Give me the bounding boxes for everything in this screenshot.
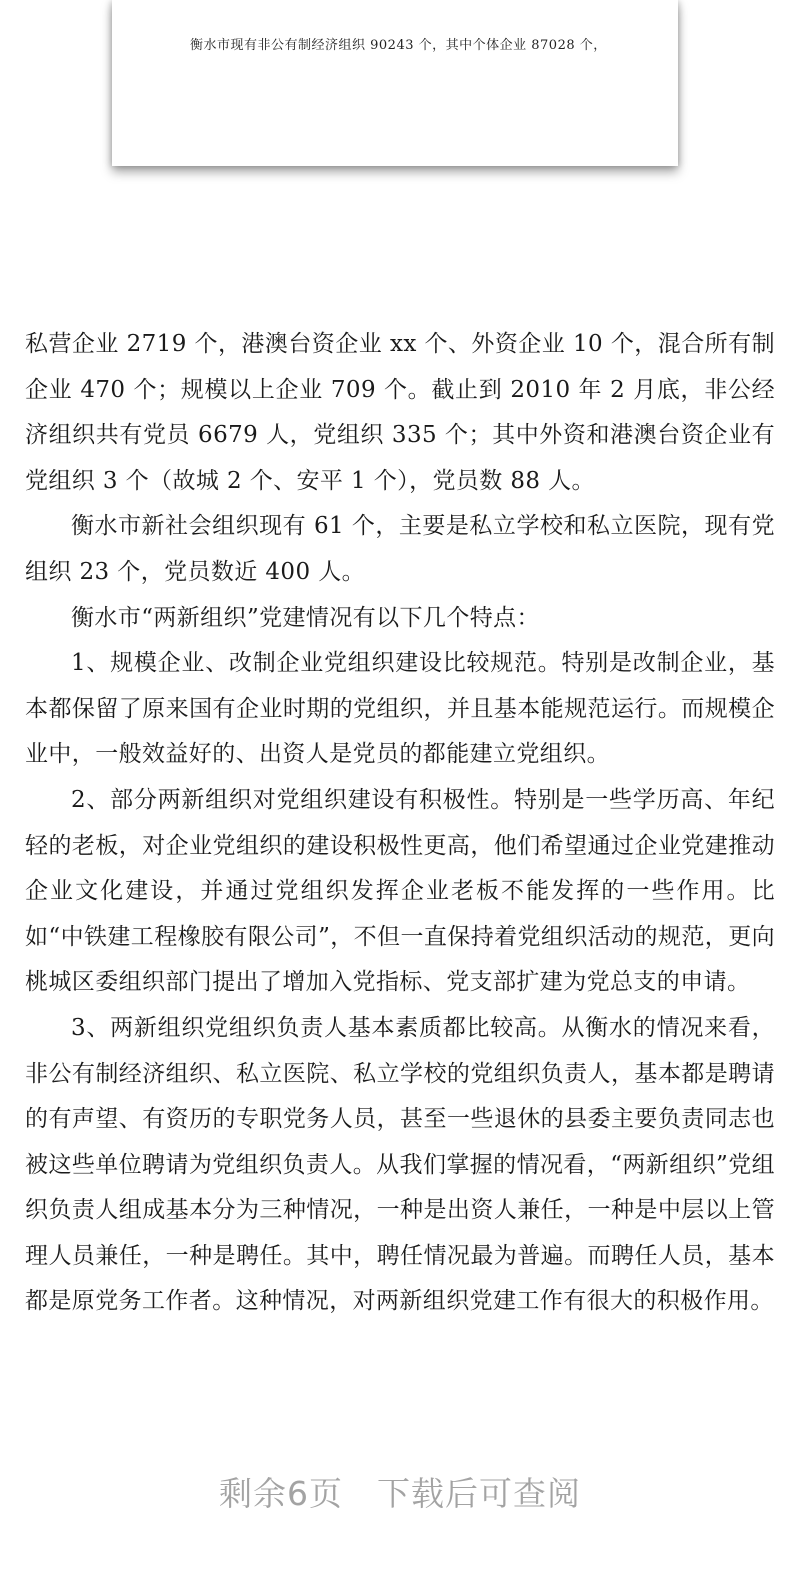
paragraph: 1、规模企业、改制企业党组织建设比较规范。特别是改制企业，基本都保留了原来国有企业时期的党组织，并且基本能规范运行。而规模企业中，一般效益好的、出资人是党员的都能建立党组织。 bbox=[25, 650, 775, 768]
paragraph: 衡水市新社会组织现有 61 个，主要是私立学校和私立医院，现有党组织 23 个，党员数近 400 人。 bbox=[25, 513, 775, 585]
paragraph: 2、部分两新组织对党组织建设有积极性。特别是一些学历高、年纪轻的老板，对企业党组织的建设积极性更高，他们希望通过企业党建推动企业文化建设，并通过党组织发挥企业老板不能发挥的一些作用。比如“中铁建工程橡胶有限公司”，不但一直保持着党组织活动的规范，更向桃城区委组织部门提出了增加入党指标、党支部扩建为党总支的申请。 bbox=[25, 786, 775, 996]
preview-page-card bbox=[112, 0, 678, 166]
paragraph: 私营企业 2719 个，港澳台资企业 xx 个、外资企业 10 个，混合所有制企业 470 个；规模以上企业 709 个。截止到 2010 年 2 月底，非公经济组织共有党员 6679 人，党组织 335 个；其中外资和港澳台资企业有党组织 3 个（故城 2 个、安平 1 个），党员数 88 人。 bbox=[25, 331, 775, 494]
remaining-pages-prompt[interactable] bbox=[0, 1468, 800, 1515]
download-to-view-label: 下载后可查阅 bbox=[377, 1474, 581, 1513]
paragraph: 3、两新组织党组织负责人基本素质都比较高。从衡水的情况来看，非公有制经济组织、私立医院、私立学校的党组织负责人，基本都是聘请的有声望、有资历的专职党务人员，甚至一些退休的县委主要负责同志也被这些单位聘请为党组织负责人。从我们掌握的情况看，“两新组织”党组织负责人组成基本分为三种情况，一种是出资人兼任，一种是中层以上管理人员兼任，一种是聘任。其中，聘任情况最为普遍。而聘任人员，基本都是原党务工作者。这种情况，对两新组织党建工作有很大的积极作用。 bbox=[25, 1014, 775, 1315]
remaining-pages-label: 剩余6页 bbox=[219, 1474, 343, 1513]
paragraph: 衡水市“两新组织”党建情况有以下几个特点： bbox=[71, 604, 540, 631]
document-body bbox=[25, 322, 775, 1325]
preview-page-line: 衡水市现有非公有制经济组织 90243 个，其中个体企业 87028 个， bbox=[190, 38, 607, 53]
